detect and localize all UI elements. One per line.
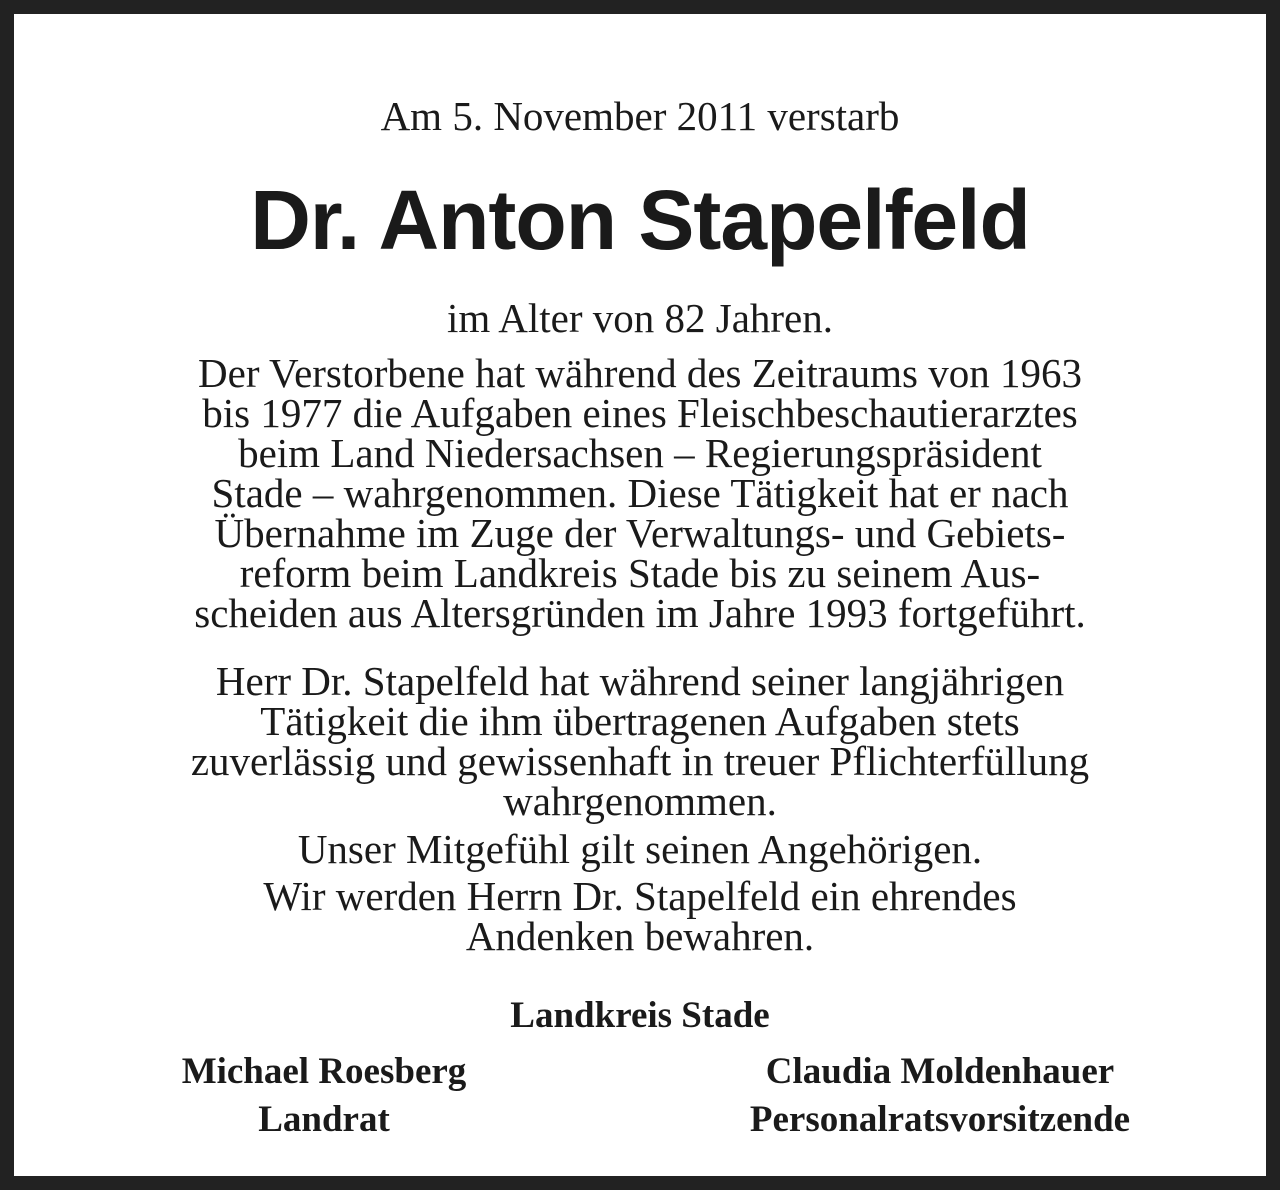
text-line: Wir werden Herrn Dr. Stapelfeld ein ehrendes	[263, 873, 1017, 919]
signatory-title: Landrat	[258, 1099, 390, 1140]
signatory-title: Personalratsvorsitzende	[749, 1099, 1131, 1140]
text-line: Der Verstorbene hat während des Zeitraums von 1963	[198, 350, 1082, 396]
signatory-name: Michael Roesberg	[181, 1051, 467, 1092]
signatory-right	[660, 1048, 1220, 1144]
deceased-name: Dr. Anton Stapelfeld	[250, 173, 1030, 267]
age-line: im Alter von 82 Jahren.	[446, 295, 834, 341]
intro-line: Am 5. November 2011 verstarb	[380, 93, 900, 139]
text-line: wahrgenommen.	[503, 778, 777, 824]
obituary-notice	[28, 14, 1252, 1176]
text-line: scheiden aus Altersgründen im Jahre 1993 fortgeführt.	[194, 590, 1086, 636]
text-line: Stade – wahrgenommen. Diese Tätigkeit hat er nach	[211, 470, 1069, 516]
signatory-name: Claudia Moldenhauer	[765, 1051, 1115, 1092]
text-line: beim Land Niedersachsen – Regierungspräsident	[238, 430, 1042, 476]
text-line: Andenken bewahren.	[465, 913, 815, 959]
text-line: reform beim Landkreis Stade bis zu seinem Aus-	[239, 550, 1041, 596]
signatory-left	[124, 1048, 524, 1144]
text-line: Herr Dr. Stapelfeld hat während seiner langjährigen	[215, 658, 1065, 704]
paragraph-career	[28, 350, 1252, 636]
paragraph-remembrance	[28, 873, 1252, 959]
text-line: zuverlässig und gewissenhaft in treuer Pflichterfüllung	[190, 738, 1090, 784]
text-line: bis 1977 die Aufgaben eines Fleischbeschautierarztes	[202, 390, 1078, 436]
organization-name: Landkreis Stade	[510, 995, 770, 1036]
condolence-line: Unser Mitgefühl gilt seinen Angehörigen.	[297, 826, 983, 872]
paragraph-tribute	[28, 658, 1252, 824]
text-line: Tätigkeit die ihm übertragenen Aufgaben stets	[260, 698, 1020, 744]
text-line: Übernahme im Zuge der Verwaltungs- und Gebiets-	[214, 510, 1066, 556]
